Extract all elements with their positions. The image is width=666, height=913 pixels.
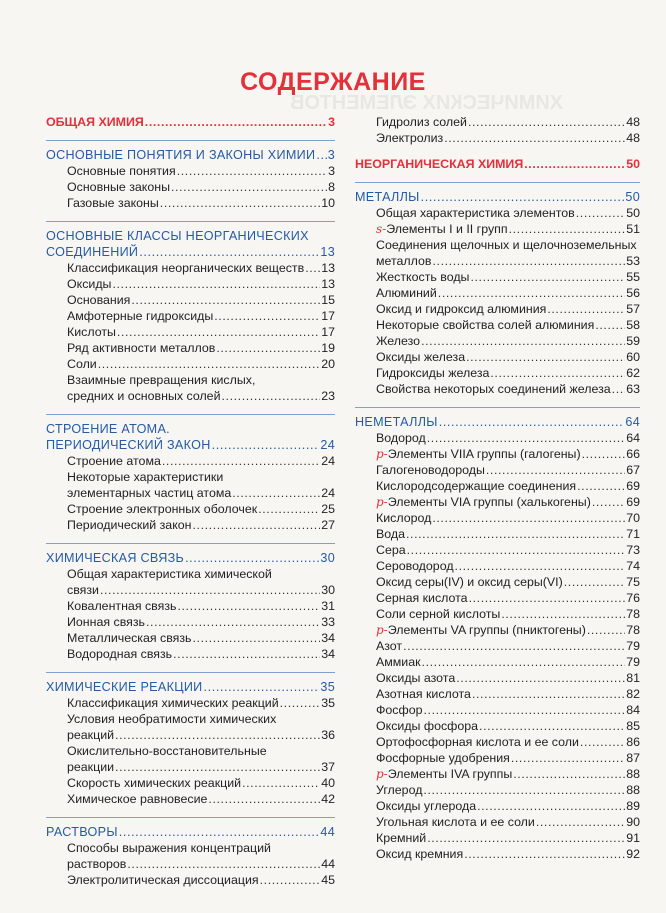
element-block-prefix: p-: [376, 767, 388, 781]
toc-item[interactable]: Строение электронных оболочек ..... 25: [46, 501, 335, 517]
toc-item[interactable]: Оксиды углерода ..... 89: [355, 798, 640, 814]
toc-item[interactable]: Некоторые свойства солей алюминия ..... 58: [355, 317, 640, 333]
element-block-prefix: p-: [376, 623, 388, 637]
toc-item[interactable]: Кислород ..... 70: [355, 510, 640, 526]
toc-item[interactable]: Оксиды азота ..... 81: [355, 670, 640, 686]
toc-item[interactable]: Ионная связь ..... 33: [46, 614, 335, 630]
toc-item[interactable]: Оксид и гидроксид алюминия ..... 57: [355, 301, 640, 317]
toc-item[interactable]: Водородная связь ..... 34: [46, 646, 335, 662]
toc-item[interactable]: Сероводород ..... 74: [355, 558, 640, 574]
toc-item[interactable]: Азотная кислота ..... 82: [355, 686, 640, 702]
toc-item[interactable]: Химическое равновесие ..... 42: [46, 791, 335, 807]
nonmetal-item-list: [355, 430, 640, 862]
toc-item[interactable]: p-Элементы VIA группы (халькогены) ..... 69: [355, 494, 640, 510]
toc-part-general-chemistry[interactable]: ОБЩАЯ ХИМИЯ ..... 3: [46, 114, 335, 130]
toc-item[interactable]: Соли серной кислоты ..... 78: [355, 606, 640, 622]
toc-item-line: Некоторые характеристики: [67, 470, 224, 484]
toc-item[interactable]: Соли ..... 20: [46, 356, 335, 372]
toc-item[interactable]: Кислородсодержащие соединения ..... 69: [355, 478, 640, 494]
toc-item[interactable]: Скорость химических реакций ..... 40: [46, 775, 335, 791]
toc-item[interactable]: Ортофосфорная кислота и ее соли ..... 86: [355, 734, 640, 750]
toc-item[interactable]: s-Элементы I и II групп ..... 51: [355, 221, 640, 237]
toc-section-inorganic-classes[interactable]: СОЕДИНЕНИЙ ..... 13: [46, 244, 335, 260]
toc-item[interactable]: реакции ..... 37: [46, 759, 335, 775]
toc-item[interactable]: Гидролиз солей ..... 48: [355, 114, 640, 130]
toc-item-line: Способы выражения концентраций: [67, 841, 271, 855]
toc-item[interactable]: Фосфор ..... 84: [355, 702, 640, 718]
toc-item[interactable]: Жесткость воды ..... 55: [355, 269, 640, 285]
toc-item-line: Соединения щелочных и щелочноземельных: [376, 238, 637, 252]
toc-item[interactable]: Железо ..... 59: [355, 333, 640, 349]
toc-item[interactable]: Классификация неорганических веществ ..... 13: [46, 260, 335, 276]
element-block-prefix: p-: [376, 495, 388, 509]
toc-item[interactable]: реакций ..... 36: [46, 727, 335, 743]
toc-item[interactable]: Электролиз ..... 48: [355, 130, 640, 146]
toc-item[interactable]: Алюминий ..... 56: [355, 285, 640, 301]
toc-item[interactable]: Газовые законы ..... 10: [46, 195, 335, 211]
toc-section-atom-structure[interactable]: ПЕРИОДИЧЕСКИЙ ЗАКОН ..... 24: [46, 437, 335, 453]
element-block-prefix: s-: [376, 222, 387, 236]
toc-item[interactable]: Гидроксиды железа ..... 62: [355, 365, 640, 381]
element-block-prefix: p-: [376, 447, 388, 461]
toc-item[interactable]: металлов ..... 53: [355, 253, 640, 269]
toc-right-column: [355, 114, 640, 862]
toc-item[interactable]: Оксиды ..... 13: [46, 276, 335, 292]
toc-item[interactable]: средних и основных солей ..... 23: [46, 388, 335, 404]
toc-item[interactable]: Водород ..... 64: [355, 430, 640, 446]
toc-item[interactable]: p-Элементы VA группы (пниктогены) ..... 78: [355, 622, 640, 638]
toc-item[interactable]: Строение атома ..... 24: [46, 453, 335, 469]
toc-item[interactable]: связи ..... 30: [46, 582, 335, 598]
toc-item[interactable]: Углерод ..... 88: [355, 782, 640, 798]
toc-item-line: Общая характеристика химической: [67, 567, 272, 581]
toc-part-inorganic-chemistry[interactable]: НЕОРГАНИЧЕСКАЯ ХИМИЯ ..... 50: [355, 156, 640, 172]
toc-item[interactable]: p-Элементы IVA группы ..... 88: [355, 766, 640, 782]
toc-item[interactable]: Основные понятия ..... 3: [46, 163, 335, 179]
toc-item[interactable]: Оксид кремния ..... 92: [355, 846, 640, 862]
toc-item[interactable]: Оксиды железа ..... 60: [355, 349, 640, 365]
toc-item[interactable]: Галогеноводороды ..... 67: [355, 462, 640, 478]
toc-item[interactable]: элементарных частиц атома ..... 24: [46, 485, 335, 501]
toc-item[interactable]: Основные законы ..... 8: [46, 179, 335, 195]
toc-item[interactable]: Амфотерные гидроксиды ..... 17: [46, 308, 335, 324]
toc-item[interactable]: Сера ..... 73: [355, 542, 640, 558]
toc-section-basic-concepts[interactable]: ОСНОВНЫЕ ПОНЯТИЯ И ЗАКОНЫ ХИМИИ ..... 3: [46, 147, 335, 163]
toc-item[interactable]: Азот ..... 79: [355, 638, 640, 654]
toc-item[interactable]: Оксиды фосфора ..... 85: [355, 718, 640, 734]
toc-section-chemical-bond[interactable]: ХИМИЧЕСКАЯ СВЯЗЬ ..... 30: [46, 550, 335, 566]
toc-item[interactable]: Периодический закон ..... 27: [46, 517, 335, 533]
toc-item[interactable]: Кислоты ..... 17: [46, 324, 335, 340]
toc-item[interactable]: растворов ..... 44: [46, 856, 335, 872]
toc-item[interactable]: p-Элементы VIIA группы (галогены) ..... 66: [355, 446, 640, 462]
toc-item[interactable]: Кремний ..... 91: [355, 830, 640, 846]
toc-section-solutions[interactable]: РАСТВОРЫ ..... 44: [46, 824, 335, 840]
toc-item[interactable]: Вода ..... 71: [355, 526, 640, 542]
toc-item[interactable]: Фосфорные удобрения ..... 87: [355, 750, 640, 766]
toc-item[interactable]: Аммиак ..... 79: [355, 654, 640, 670]
toc-item[interactable]: Общая характеристика элементов ..... 50: [355, 205, 640, 221]
toc-item-line: Окислительно-восстановительные: [67, 744, 267, 758]
page-title: СОДЕРЖАНИЕ: [240, 68, 426, 96]
toc-item-line: Взаимные превращения кислых,: [67, 373, 256, 387]
toc-section-title-line: СТРОЕНИЕ АТОМА.: [46, 422, 170, 436]
toc-section-chemical-reactions[interactable]: ХИМИЧЕСКИЕ РЕАКЦИИ ..... 35: [46, 679, 335, 695]
toc-item[interactable]: Свойства некоторых соединений железа ..... 63: [355, 381, 640, 397]
toc-item-line: Условия необратимости химических: [67, 712, 277, 726]
toc-section-title-line: ОСНОВНЫЕ КЛАССЫ НЕОРГАНИЧЕСКИХ: [46, 229, 309, 243]
toc-item[interactable]: Ковалентная связь ..... 31: [46, 598, 335, 614]
toc-item[interactable]: Ряд активности металлов ..... 19: [46, 340, 335, 356]
toc-item[interactable]: Металлическая связь ..... 34: [46, 630, 335, 646]
toc-item[interactable]: Электролитическая диссоциация ..... 45: [46, 872, 335, 888]
toc-left-column: [46, 114, 335, 888]
toc-section-metals[interactable]: МЕТАЛЛЫ ..... 50: [355, 189, 640, 205]
toc-item[interactable]: Основания ..... 15: [46, 292, 335, 308]
toc-section-nonmetals[interactable]: НЕМЕТАЛЛЫ ..... 64: [355, 414, 640, 430]
toc-item[interactable]: Классификация химических реакций ..... 35: [46, 695, 335, 711]
toc-item[interactable]: Оксид серы(IV) и оксид серы(VI) ..... 75: [355, 574, 640, 590]
toc-item[interactable]: Серная кислота ..... 76: [355, 590, 640, 606]
toc-item[interactable]: Угольная кислота и ее соли ..... 90: [355, 814, 640, 830]
bleed-through-text: ХИМИЧЕСКИХ ЭЛЕМЕНТОВ: [290, 92, 564, 114]
